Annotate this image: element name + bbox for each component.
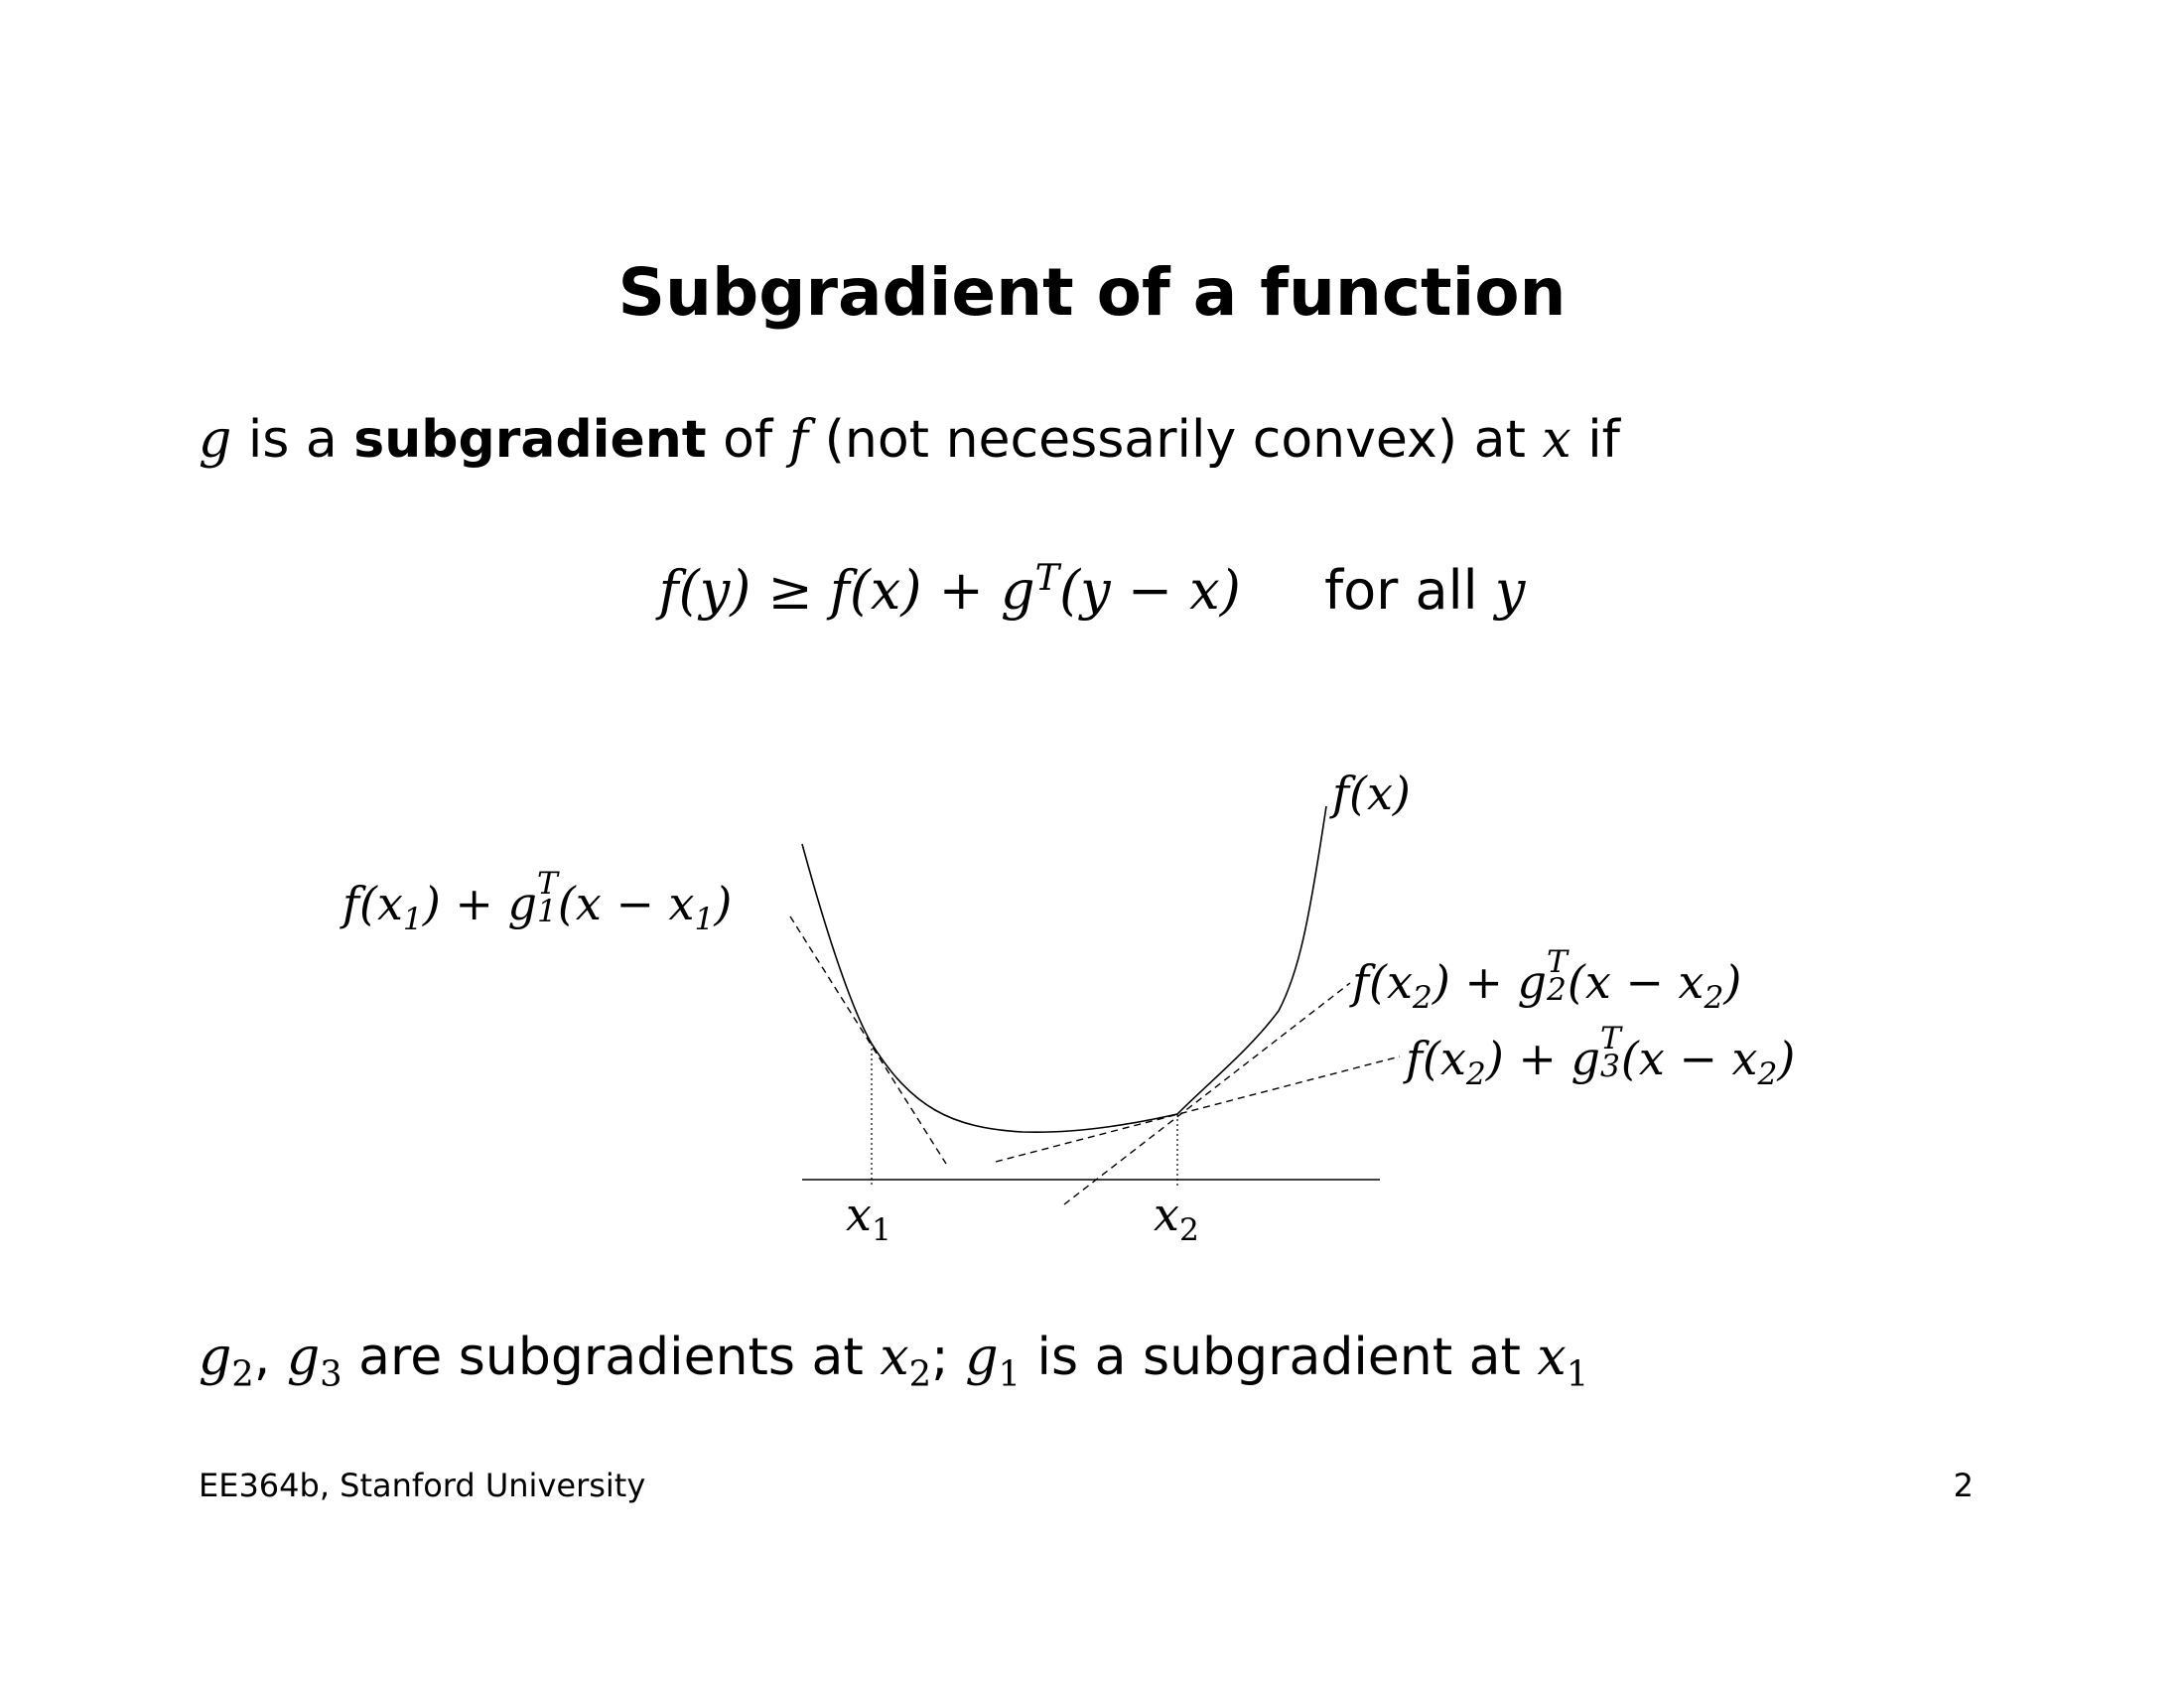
label-fx [1332, 767, 1411, 820]
sum-x2-sub: 2 [908, 1353, 932, 1395]
sum-semi: ; [931, 1328, 966, 1387]
t3-post: (x − x [1620, 1032, 1758, 1086]
var-g: g [199, 410, 232, 470]
t2-post: (x − x [1567, 955, 1705, 1010]
t2-s1: 2 [1412, 980, 1433, 1017]
var-f: f [788, 410, 809, 470]
x2-base: x [1154, 1188, 1179, 1241]
text-if: if [1570, 410, 1620, 470]
sum-comma: , [253, 1328, 287, 1387]
sum-g2: g [199, 1328, 232, 1387]
inequality-sup: T [1034, 556, 1060, 599]
sum-text1: are subgradients at [341, 1328, 881, 1387]
t3-sup: T [1600, 1021, 1621, 1056]
paren-close: ) [1436, 410, 1458, 470]
sum-g1-sub: 1 [998, 1353, 1022, 1395]
label-x2 [1154, 1188, 1199, 1249]
var-x: x [1542, 410, 1571, 470]
tangent-line-1 [790, 916, 946, 1164]
t1-s3: 1 [694, 902, 715, 938]
t2-end: ) [1723, 955, 1742, 1010]
t3-s3: 2 [1757, 1056, 1778, 1093]
t1-s1: 1 [402, 902, 423, 938]
label-fx-text: f(x) [1332, 767, 1411, 820]
x1-sub: 1 [871, 1212, 891, 1249]
sum-g3-sub: 3 [320, 1353, 342, 1395]
footer-course: EE364b, Stanford University [199, 1467, 646, 1504]
label-tangent-1 [342, 866, 733, 938]
paren-open: ( [808, 410, 845, 470]
t1-s2: 1 [537, 894, 557, 930]
t2-pre: f(x [1352, 955, 1413, 1010]
label-tangent-3 [1406, 1021, 1796, 1093]
t3-s2: 3 [1600, 1049, 1620, 1085]
function-curve [802, 806, 1326, 1132]
label-tangent-2 [1352, 944, 1742, 1017]
x1-base: x [846, 1188, 872, 1241]
t2-sup: T [1547, 944, 1568, 980]
text-for-all: for all [1324, 559, 1478, 622]
tangent-line-2 [1064, 983, 1350, 1204]
x2-sub: 2 [1178, 1212, 1199, 1249]
t1-post: (x − x [557, 877, 695, 931]
t2-mid: ) + g [1432, 955, 1548, 1010]
t2-s3: 2 [1704, 980, 1724, 1017]
sum-x1: x [1537, 1328, 1567, 1387]
t1-mid: ) + g [422, 877, 538, 931]
sum-g2-sub: 2 [231, 1353, 254, 1395]
t3-pre: f(x [1406, 1032, 1466, 1086]
slide-title: Subgradient of a function [617, 254, 1567, 331]
sum-g3: g [286, 1328, 321, 1387]
t1-pre: f(x [342, 877, 403, 931]
term-subgradient: subgradient [353, 410, 707, 470]
text-is-a: is a [231, 410, 354, 470]
text-at: at [1457, 410, 1543, 470]
t1-end: ) [714, 877, 733, 931]
var-y: y [1494, 559, 1526, 622]
footer-page-number: 2 [1953, 1467, 1974, 1504]
t1-sup: T [537, 866, 558, 902]
inequality-lhs: f(y) ≥ f(x) + g [658, 559, 1035, 622]
t2-s2: 2 [1547, 972, 1567, 1009]
sum-text2: is a subgradient at [1021, 1328, 1538, 1387]
t3-end: ) [1777, 1032, 1796, 1086]
sum-g1: g [965, 1328, 999, 1387]
text-not-convex: not necessarily convex [844, 410, 1437, 470]
sum-x1-sub: 1 [1566, 1353, 1589, 1395]
tangent-line-3 [996, 1056, 1400, 1162]
inequality-rhs: (y − x) [1059, 559, 1241, 622]
t3-s1: 2 [1465, 1056, 1486, 1093]
summary-line [199, 1327, 1588, 1396]
text-of: of [706, 410, 789, 470]
t3-mid: ) + g [1485, 1032, 1601, 1086]
sum-x2: x [880, 1328, 909, 1387]
label-x1 [846, 1188, 891, 1249]
